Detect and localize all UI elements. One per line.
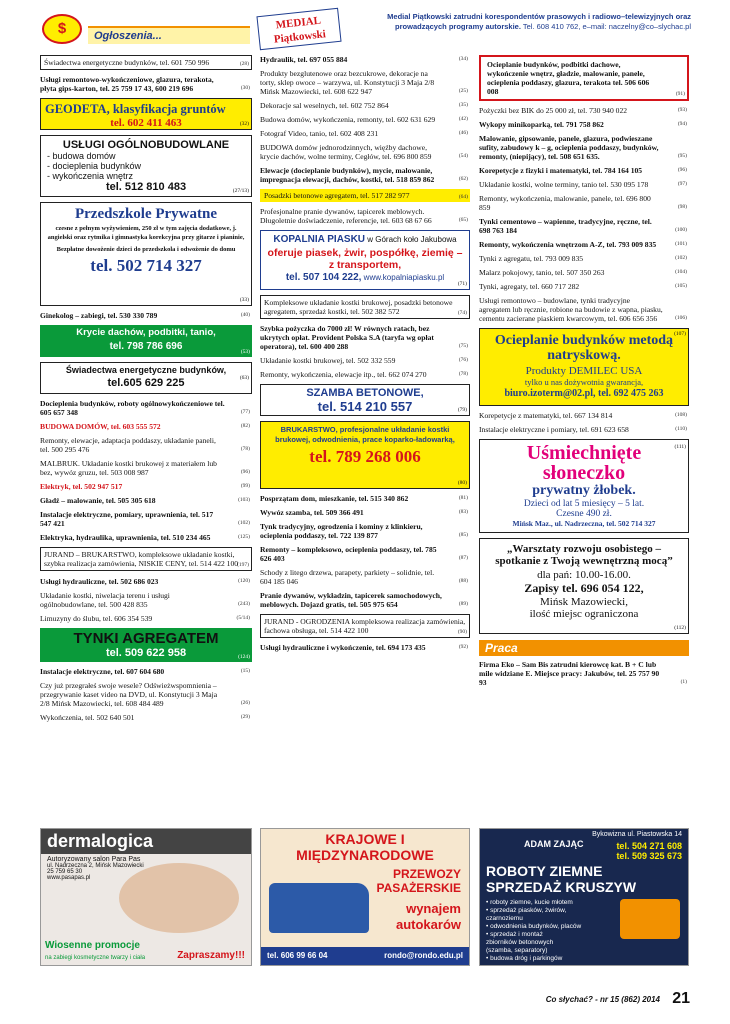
section-title: Ogłoszenia... [94, 30, 162, 42]
classified-ad: Wywóz szamba, tel. 509 366 491 (83) [260, 508, 468, 517]
classified-ad: Remonty, wykończenia wnętrzom A-Z, tel. 793 009 835 (101) [479, 240, 687, 249]
header-logo [40, 10, 252, 46]
classified-ad: Instalacje elektryczne, pomiary, uprawnienia, tel. 517 547 421 (102) [40, 510, 250, 528]
krycie-ad: Krycie dachów, podbitki, tanio, tel. 798 786 696 (53) [40, 325, 252, 357]
classified-ad: Usługi hydrauliczne, tel. 502 686 023 (120) [40, 577, 250, 586]
column-3 [479, 55, 689, 692]
classified-ad: Malarz pokojowy, tanio, tel. 507 350 263 (104) [479, 268, 687, 277]
classified-ad: Elektryk, tel. 502 947 517 (99) [40, 482, 250, 491]
praca-header: Praca [479, 640, 689, 656]
classified-ad: Dekoracje sal weselnych, tel. 602 752 864 (35) [260, 101, 468, 110]
classified-ad: Fotograf Video, tanio, tel. 602 408 231 (46) [260, 129, 468, 138]
footer: Co słychać? - nr 15 (862) 2014 21 [545, 990, 690, 1007]
classified-ad: Posprzątam dom, mieszkanie, tel. 515 340 862 (81) [260, 494, 468, 503]
dermalogica-ad: dermalogica Autoryzowany salon Para Pas ul. Nadrzeczna 2, Mińsk Mazowiecki 25 759 65 30 www.pasapas.pl Wiosenne promocje na zabiegi kosmetyczne twarzy i ciała Zapraszamy!!! [40, 828, 252, 966]
classified-ad: Malowanie, gipsowanie, panele, glazura, podwieszane sufity, zabudowy k – g, ocieplenia poddaszy, budynków, remonty, (niepijący), tel. 508 651 635. (95) [479, 134, 687, 161]
classified-ad: Usługi hydrauliczne i wykończenie, tel. 694 173 435 (92) [260, 643, 468, 652]
classified-ad: Limuzyny do ślubu, tel. 606 354 539 (5/14) [40, 614, 250, 623]
kopalnia-ad: KOPALNIA PIASKU w Górach koło Jakubowa oferuje piasek, żwir, pospółkę, ziemię – z transportem, tel. 507 104 222, www.kopalniapiasku.pl (71) [260, 230, 470, 290]
classified-ad: Remonty, elewacje, adaptacja poddaszy, układanie paneli, tel. 500 295 476 (78) [40, 436, 250, 454]
classified-ad: Korepetycje z matematyki, tel. 667 134 814 (108) [479, 411, 687, 420]
classified-ad: Tynk tradycyjny, ogrodzenia i kominy z klinkieru, ocieplenia poddaszy, tel. 722 139 877 (85) [260, 522, 468, 540]
classified-ad: BUDOWA domów jednorodzinnych, więźby dachowe, krycie dachów, wolne terminy, Cegłów, tel. 696 800 859 (54) [260, 143, 468, 161]
classified-ad: Remonty – kompleksowo, ocieplenia poddaszy, tel. 785 626 403 (87) [260, 545, 468, 563]
header-notice: Medial Piątkowski zatrudni korespondentów prasowych i radiowo–telewizyjnych oraz prowadzących programy autorskie. Tel. 608 410 762, e–mail: naczelny@co–slychac.pl [387, 12, 691, 31]
classified-ad: Usługi remontowo – budowlane, tynki tradycyjne agregatem lub ręcznie, robione na budowie z wapna, piasku, cementu zacierane piaskiem kwarcowym, tel. 606 656 356 (106) [479, 296, 687, 323]
classified-ad: Schody z litego drzewa, parapety, parkiety – solidnie, tel. 604 185 046 (88) [260, 568, 468, 586]
demilec-ad: Ocieplanie budynków metodą natryskową. Produkty DEMILEC USA tylko u nas dożywotnia gwarancja, biuro.izoterm@02.pl, tel. 692 475 263 (107) [479, 328, 689, 406]
jurand-ogrodzenia-ad: JURAND - OGRODZENIA kompleksowa realizacja zamówienia, fachowa obsługa, tel. 514 422 100 (90) [260, 614, 470, 638]
classified-ad: Świadectwa energetyczne budynków, tel. 601 750 996 (28) [40, 55, 252, 70]
tynki-ad: TYNKI AGREGATEM tel. 509 622 958 (124) [40, 628, 252, 662]
posadzki-ad: Posadzki betonowe agregatem, tel. 517 282 977 (64) [260, 189, 470, 202]
classified-ad: Hydraulik, tel. 697 055 884 (34) [260, 55, 468, 64]
classified-ad: Ocieplanie budynków, podbitki dachowe, wykończenie wnętrz, gładzie, malowanie, panele, ocieplenia poddaszy, glazura, terakota tel. 506 606 008 (91) [479, 55, 689, 101]
classified-ad: Wykopy minikoparką, tel. 791 758 862 (94) [479, 120, 687, 129]
classified-ad: Remonty, wykończenia, elewacje itp., tel. 662 074 270 (78) [260, 370, 468, 379]
logo-badge-icon: $ [42, 14, 82, 44]
classified-ad: Ginekolog – zabiegi, tel. 530 330 789 (40) [40, 311, 250, 320]
excavator-icon [620, 899, 680, 939]
szamba-ad: SZAMBA BETONOWE, tel. 514 210 557 (79) [260, 384, 470, 416]
classified-ad: Tynki z agregatu, tel. 793 009 835 (102) [479, 254, 687, 263]
classified-ad: Szybka pożyczka do 7000 zł! W równych ratach, bez ukrytych opłat. Provident Polska S.A (taryfa wg opłat operatora), tel. 600 400 288 (75) [260, 324, 468, 351]
classified-ad: Układanie kostki brukowej, tel. 502 332 559 (76) [260, 356, 468, 365]
classified-ad: Usługi remontowo-wykończeniowe, glazura, terakota, płyta gips-karton, tel. 25 759 17 43, 600 219 696 (30) [40, 75, 250, 93]
classified-ad: Pranie dywanów, wykładzin, tapicerek samochodowych, meblowych. Dojazd gratis, tel. 505 975 654 (89) [260, 591, 468, 609]
column-1 [40, 55, 252, 727]
classified-ad: BUDOWA DOMÓW, tel. 603 555 572 (82) [40, 422, 250, 431]
classified-ad: Układanie kostki, niwelacja terenu i usługi ogólnobudowlane, tel. 500 428 835 (243) [40, 591, 250, 609]
classified-ad: Instalacje elektryczne, tel. 607 604 680 (15) [40, 667, 250, 676]
rondo-ad: KRAJOWE I MIĘDZYNARODOWE PRZEWOZY PASAŻERSKIE wynajem autokarów tel. 606 99 66 04 rondo@rondo.edu.pl [260, 828, 470, 966]
classified-ad: Budowa domów, wykończenia, remonty, tel. 602 631 629 (42) [260, 115, 468, 124]
classified-ad: Wykończenia, tel. 502 640 501 (29) [40, 713, 250, 722]
przedszkole-ad: Przedszkole Prywatne czesne z pełnym wyżywieniem, 250 zł w tym zajęcia dodatkowe, j. angielski oraz rytmika i gimnastyka korekcyjna przy gitarze i pianinie, Bezpłatne dowożenie dzieci do przedszkola i odwożenie do domu tel. 502 714 327 (33) [40, 202, 252, 306]
classified-ad: MALBRUK. Układanie kostki brukowej z materiałem lub bez, wywóz gruzu, tel. 503 008 987 (96) [40, 459, 250, 477]
classified-ad: Gładź – malowanie, tel. 505 305 618 (103) [40, 496, 250, 505]
zlobek-ad: Uśmiechnięte słoneczko prywatny żłobek. Dzieci od lat 5 miesięcy – 5 lat. Czesne 490 zł. Mińsk Maz., ul. Nadrzeczna, tel. 502 714 327 (111) [479, 439, 689, 533]
classified-ad: Korepetycje z fizyki i matematyki, tel. 784 164 105 (96) [479, 166, 687, 175]
classified-ad: Pożyczki bez BIK do 25 000 zł, tel. 730 940 022 (93) [479, 106, 687, 115]
brukarstwo-ad: BRUKARSTWO, profesjonalne układanie kostki brukowej, odwodnienia, prace koparko-ładowarką, tel. 789 268 006 (80) [260, 421, 470, 489]
column-2 [260, 55, 470, 657]
bus-icon [269, 883, 369, 933]
uslugi-budowlane-ad: USŁUGI OGÓLNOBUDOWLANE - budowa domów - docieplenia budynków - wykończenia wnętrz tel. 512 810 483 (27/13) [40, 135, 252, 197]
classified-ad: Profesjonalne pranie dywanów, tapicerek meblowych. Długoletnie doświadczenie, referencje, tel. 603 68 67 66 (65) [260, 207, 468, 225]
geodeta-ad: GEODETA, klasyfikacja gruntów tel. 602 411 463 (32) [40, 98, 252, 130]
classified-ad: Firma Eko – Sam Bis zatrudni kierowcę kat. B + C lub mile widziane E. Miejsce pracy: Jakubów, tel. 25 757 90 93 (1) [479, 660, 687, 687]
zajac-ad: Bykowizna ul. Piastowska 14 tel. 504 271 608 tel. 509 325 673 ADAM ZAJĄC ROBOTY ZIEMNE SPRZEDAŻ KRUSZYW • roboty ziemne, kucie młotem • sprzedaż piasków, żwirów, czarnoziemu • odwodnienia budynków, placów • sprzedaż i montaż zbiorników betonowych (szamba, separatory) • budowa dróg i parkingów [479, 828, 689, 966]
swiadectwa-ad: Świadectwa energetyczne budynków, tel.605 629 225 (63) [40, 362, 252, 394]
classified-ad: Remonty, wykończenia, malowanie, panele, tel. 696 800 859 (98) [479, 194, 687, 212]
page-number: 21 [672, 990, 690, 1007]
classified-ad: Kompleksowe układanie kostki brukowej, posadzki betonowe agregatem, sprzedaż kostki, tel. 502 382 572 (74) [260, 295, 470, 319]
classified-ad: Docieplenia budynków, roboty ogólnowykończeniowe tel. 605 657 348 (77) [40, 399, 250, 417]
classified-ad: Czy już przegrałeś swoje wesele? Odświeżwspomnienia – przegrywanie kaset video na DVD, ul. Konstytucji 3 Maja 2/8 Mińsk Mazowiecki, tel. 608 484 489 (26) [40, 681, 250, 708]
classified-ad: Układanie kostki, wolne terminy, tanio tel. 530 095 178 (97) [479, 180, 687, 189]
classified-ad: Tynki cementowo – wapienne, tradycyjne, ręczne, tel. 698 763 184 (100) [479, 217, 687, 235]
jurand-ad: JURAND – BRUKARSTWO, kompleksowe układanie kostki, szybka realizacja zamówienia, NISKIE CENY, tel. 514 422 100 (197) [40, 547, 252, 571]
classified-ad: Elektryka, hydraulika, uprawnienia, tel. 510 234 465 (125) [40, 533, 250, 542]
face-photo-icon [119, 863, 239, 933]
classified-ad: Tynki, agregaty, tel. 660 717 282 (105) [479, 282, 687, 291]
classified-ad: Instalacje elektryczne i pomiary, tel. 691 623 658 (110) [479, 425, 687, 434]
classified-ad: Produkty bezglutenowe oraz bezcukrowe, dekoracje na torty, sklep owoce – warzywa, ul. Konstytucji 3 Maja 2/8 Mińsk Mazowiecki, tel. 608 622 947 (25) [260, 69, 468, 96]
warsztaty-ad: „Warsztaty rozwoju osobistego – spotkanie z Twoją wewnętrzną mocą” dla pań: 10.00-16.00. Zapisy tel. 696 054 122, Mińsk Mazowiecki, ilość miejsc ograniczona (112) [479, 538, 689, 634]
masthead-logo: MEDIAL Piątkowski [256, 8, 341, 50]
classified-ad: Elewacje (docieplanie budynków), mycie, malowanie, impregnacja elewacji, dachów, kostki, tel. 518 859 862 (62) [260, 166, 468, 184]
